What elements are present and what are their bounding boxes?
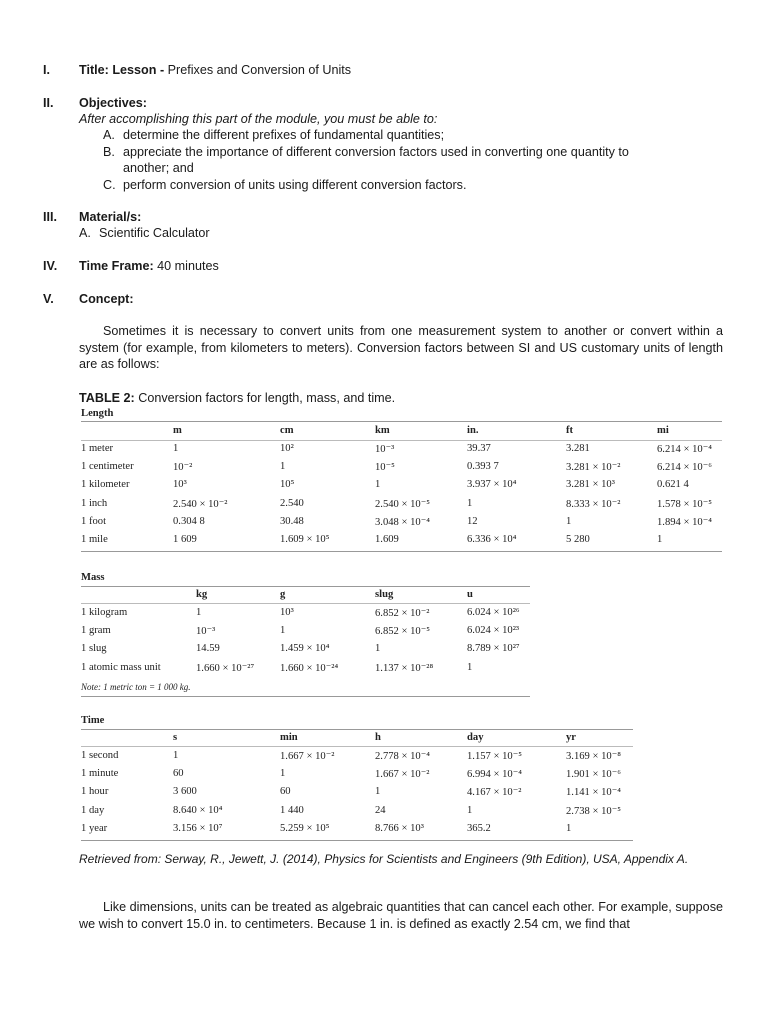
table-cell: 1 <box>657 534 663 545</box>
row-label: 1 slug <box>81 643 107 655</box>
column-header: mi <box>657 425 669 436</box>
table-cell: 6.024 × 10²³ <box>467 625 520 637</box>
table-cell: 8.333 × 10⁻² <box>566 498 621 510</box>
divider <box>81 586 530 587</box>
row-label: 1 atomic mass unit <box>81 661 161 673</box>
divider <box>81 421 722 422</box>
table-cell: 1.609 × 10⁵ <box>280 534 330 545</box>
column-header: cm <box>280 425 294 436</box>
section-label: Concept: <box>79 292 134 306</box>
table-cell: 60 <box>280 786 291 798</box>
section-label: Objectives: <box>79 96 147 110</box>
divider <box>81 840 633 841</box>
column-header: km <box>375 425 390 436</box>
table-cell: 2.540 × 10⁻⁵ <box>375 498 430 510</box>
table-cell: 1.578 × 10⁻⁵ <box>657 498 712 510</box>
length-table-title: Length <box>81 408 114 419</box>
table-cell: 8.766 × 10³ <box>375 822 424 834</box>
table-cell: 1 <box>467 497 473 509</box>
table-cell: 1 <box>173 750 179 761</box>
table-cell: 1 <box>467 661 473 673</box>
table-cell: 10⁻⁵ <box>375 462 395 474</box>
column-header: h <box>375 732 381 743</box>
column-header: u <box>467 589 473 600</box>
objectives-intro: After accomplishing this part of the module, you must be able to: <box>79 112 438 126</box>
table-cell: 39.37 <box>467 443 491 454</box>
row-label: 1 meter <box>81 443 114 454</box>
table-cell: 8.789 × 10²⁷ <box>467 643 520 655</box>
table-cell: 1.141 × 10⁻⁴ <box>566 787 621 799</box>
column-header: s <box>173 732 178 743</box>
row-label: 1 kilogram <box>81 607 128 618</box>
table-cell: 1.459 × 10⁴ <box>280 643 330 655</box>
table-cell: 3 600 <box>173 786 197 798</box>
table-cell: 3.281 × 10³ <box>566 479 615 491</box>
table-cell: 1.667 × 10⁻² <box>280 751 335 762</box>
table-cell: 12 <box>467 515 478 527</box>
table-cell: 1 <box>566 515 572 527</box>
section-title <box>43 63 351 77</box>
table-caption: TABLE 2: Conversion factors for length, mass, and time. <box>79 391 396 405</box>
column-header: ft <box>566 425 574 436</box>
reference-citation: Retrieved from: Serway, R., Jewett, J. (2014), Physics for Scientists and Engineers (9th Edition), USA, Appendix A. <box>79 852 689 866</box>
table-cell: 1 <box>196 607 202 618</box>
column-header: slug <box>375 589 394 600</box>
table-cell: 6.336 × 10⁴ <box>467 534 517 545</box>
table-cell: 60 <box>173 768 184 780</box>
section-number: I. <box>43 63 50 77</box>
time-table-title: Time <box>81 715 105 726</box>
column-header: min <box>280 732 298 743</box>
column-header: kg <box>196 589 208 600</box>
time-frame-value: 40 minutes <box>153 259 219 273</box>
table-cell: 365.2 <box>467 822 491 834</box>
objective-item: A. determine the different prefixes of fundamental quantities; <box>103 128 445 142</box>
row-label: 1 mile <box>81 534 108 545</box>
table-cell: 1 <box>566 822 572 834</box>
column-header: in. <box>467 425 479 436</box>
table-cell: 1 <box>375 786 381 798</box>
row-label: 1 year <box>81 822 108 834</box>
table-cell: 0.304 8 <box>173 515 205 527</box>
table-cell: 10⁻³ <box>375 444 395 455</box>
section-materials <box>43 210 141 224</box>
table-cell: 10³ <box>280 607 294 618</box>
table-cell: 10² <box>280 443 294 454</box>
table-cell: 1 <box>375 479 381 491</box>
table-cell: 14.59 <box>196 643 220 655</box>
row-label: 1 inch <box>81 497 108 509</box>
table-cell: 3.937 × 10⁴ <box>467 479 517 491</box>
table-cell: 1 <box>280 768 286 780</box>
row-label: 1 kilometer <box>81 479 130 491</box>
table-cell: 3.169 × 10⁻⁸ <box>566 751 621 762</box>
section-number: II. <box>43 96 54 110</box>
row-label: 1 foot <box>81 515 107 527</box>
table-cell: 1.157 × 10⁻⁵ <box>467 751 522 762</box>
objective-item: another; and <box>123 161 194 175</box>
table-cell: 3.281 <box>566 443 590 454</box>
row-label: 1 day <box>81 804 105 816</box>
table-cell: 1.609 <box>375 534 399 545</box>
section-number: V. <box>43 292 54 306</box>
table-cell: 2.540 <box>280 497 304 509</box>
table-cell: 2.540 × 10⁻² <box>173 498 228 510</box>
table-cell: 1.901 × 10⁻⁶ <box>566 769 621 781</box>
concept-paragraph: Sometimes it is necessary to convert units from one measurement system to another or convert within a system (for example, from kilometers to meters). Conversion factors between SI and US customary units of length are as follows: <box>79 324 723 371</box>
table-cell: 2.778 × 10⁻⁴ <box>375 751 430 762</box>
table-cell: 30.48 <box>280 515 304 527</box>
table-cell: 2.738 × 10⁻⁵ <box>566 805 621 817</box>
lesson-title: Prefixes and Conversion of Units <box>167 63 352 77</box>
table-cell: 4.167 × 10⁻² <box>467 787 522 799</box>
table-cell: 1 <box>280 461 286 473</box>
divider <box>81 696 530 697</box>
table-cell: 1.660 × 10⁻²⁴ <box>280 662 339 674</box>
table-cell: 10⁻³ <box>196 626 216 638</box>
section-objectives <box>43 96 147 110</box>
section-concept <box>43 292 134 306</box>
table-cell: 1.660 × 10⁻²⁷ <box>196 662 255 674</box>
table-cell: 6.024 × 10²⁶ <box>467 607 520 618</box>
column-header: m <box>173 425 182 436</box>
objective-item: C. perform conversion of units using different conversion factors. <box>103 178 467 192</box>
row-label: 1 hour <box>81 786 109 798</box>
section-label: Time Frame: <box>79 259 154 273</box>
column-header: day <box>467 732 484 743</box>
table-cell: 5.259 × 10⁵ <box>280 822 330 834</box>
table-cell: 10⁻² <box>173 462 193 474</box>
mass-table-note: Note: 1 metric ton = 1 000 kg. <box>81 682 191 692</box>
divider <box>81 729 633 730</box>
objective-item: B. appreciate the importance of different conversion factors used in converting one quantity to <box>103 145 629 159</box>
table-cell: 8.640 × 10⁴ <box>173 804 223 816</box>
table-cell: 1 <box>467 804 473 816</box>
table-cell: 3.048 × 10⁻⁴ <box>375 516 430 528</box>
row-label: 1 second <box>81 750 119 761</box>
section-number: IV. <box>43 259 58 273</box>
table-cell: 10³ <box>173 479 187 491</box>
table-cell: 1 609 <box>173 534 197 545</box>
divider <box>81 603 530 604</box>
table-cell: 24 <box>375 804 386 816</box>
table-cell: 6.994 × 10⁻⁴ <box>467 769 522 781</box>
column-header: yr <box>566 732 576 743</box>
mass-table-title: Mass <box>81 572 105 583</box>
row-label: 1 centimeter <box>81 461 134 473</box>
section-time-frame <box>43 259 219 273</box>
table-cell: 1.667 × 10⁻² <box>375 769 430 781</box>
row-label: 1 minute <box>81 768 119 780</box>
table-cell: 5 280 <box>566 534 590 545</box>
closing-paragraph: Like dimensions, units can be treated as algebraic quantities that can cancel each other. For example, suppose we wish to convert 15.0 in. to centimeters. Because 1 in. is defined as exactly 2.54 cm, we find that <box>79 900 723 931</box>
table-cell: 3.281 × 10⁻² <box>566 462 621 474</box>
table-cell: 6.214 × 10⁻⁴ <box>657 444 712 455</box>
table-cell: 3.156 × 10⁷ <box>173 822 223 834</box>
section-number: III. <box>43 210 57 224</box>
column-header: g <box>280 589 286 600</box>
table-cell: 1.137 × 10⁻²⁸ <box>375 662 434 674</box>
table-cell: 1 <box>173 443 179 454</box>
table-cell: 0.393 7 <box>467 461 499 473</box>
divider <box>81 440 722 441</box>
table-cell: 6.214 × 10⁻⁶ <box>657 462 712 474</box>
table-cell: 1 <box>375 643 381 655</box>
table-cell: 1 440 <box>280 804 304 816</box>
table-cell: 6.852 × 10⁻⁵ <box>375 626 430 638</box>
table-cell: 1 <box>280 625 286 637</box>
table-cell: 10⁵ <box>280 479 295 491</box>
section-label: Title: Lesson - <box>79 63 168 77</box>
section-label: Material/s: <box>79 210 142 224</box>
table-cell: 6.852 × 10⁻² <box>375 608 430 619</box>
material-item: A. Scientific Calculator <box>79 226 210 240</box>
divider <box>81 551 722 552</box>
divider <box>81 746 633 747</box>
table-cell: 0.621 4 <box>657 479 689 491</box>
row-label: 1 gram <box>81 625 111 637</box>
table-cell: 1.894 × 10⁻⁴ <box>657 516 712 528</box>
